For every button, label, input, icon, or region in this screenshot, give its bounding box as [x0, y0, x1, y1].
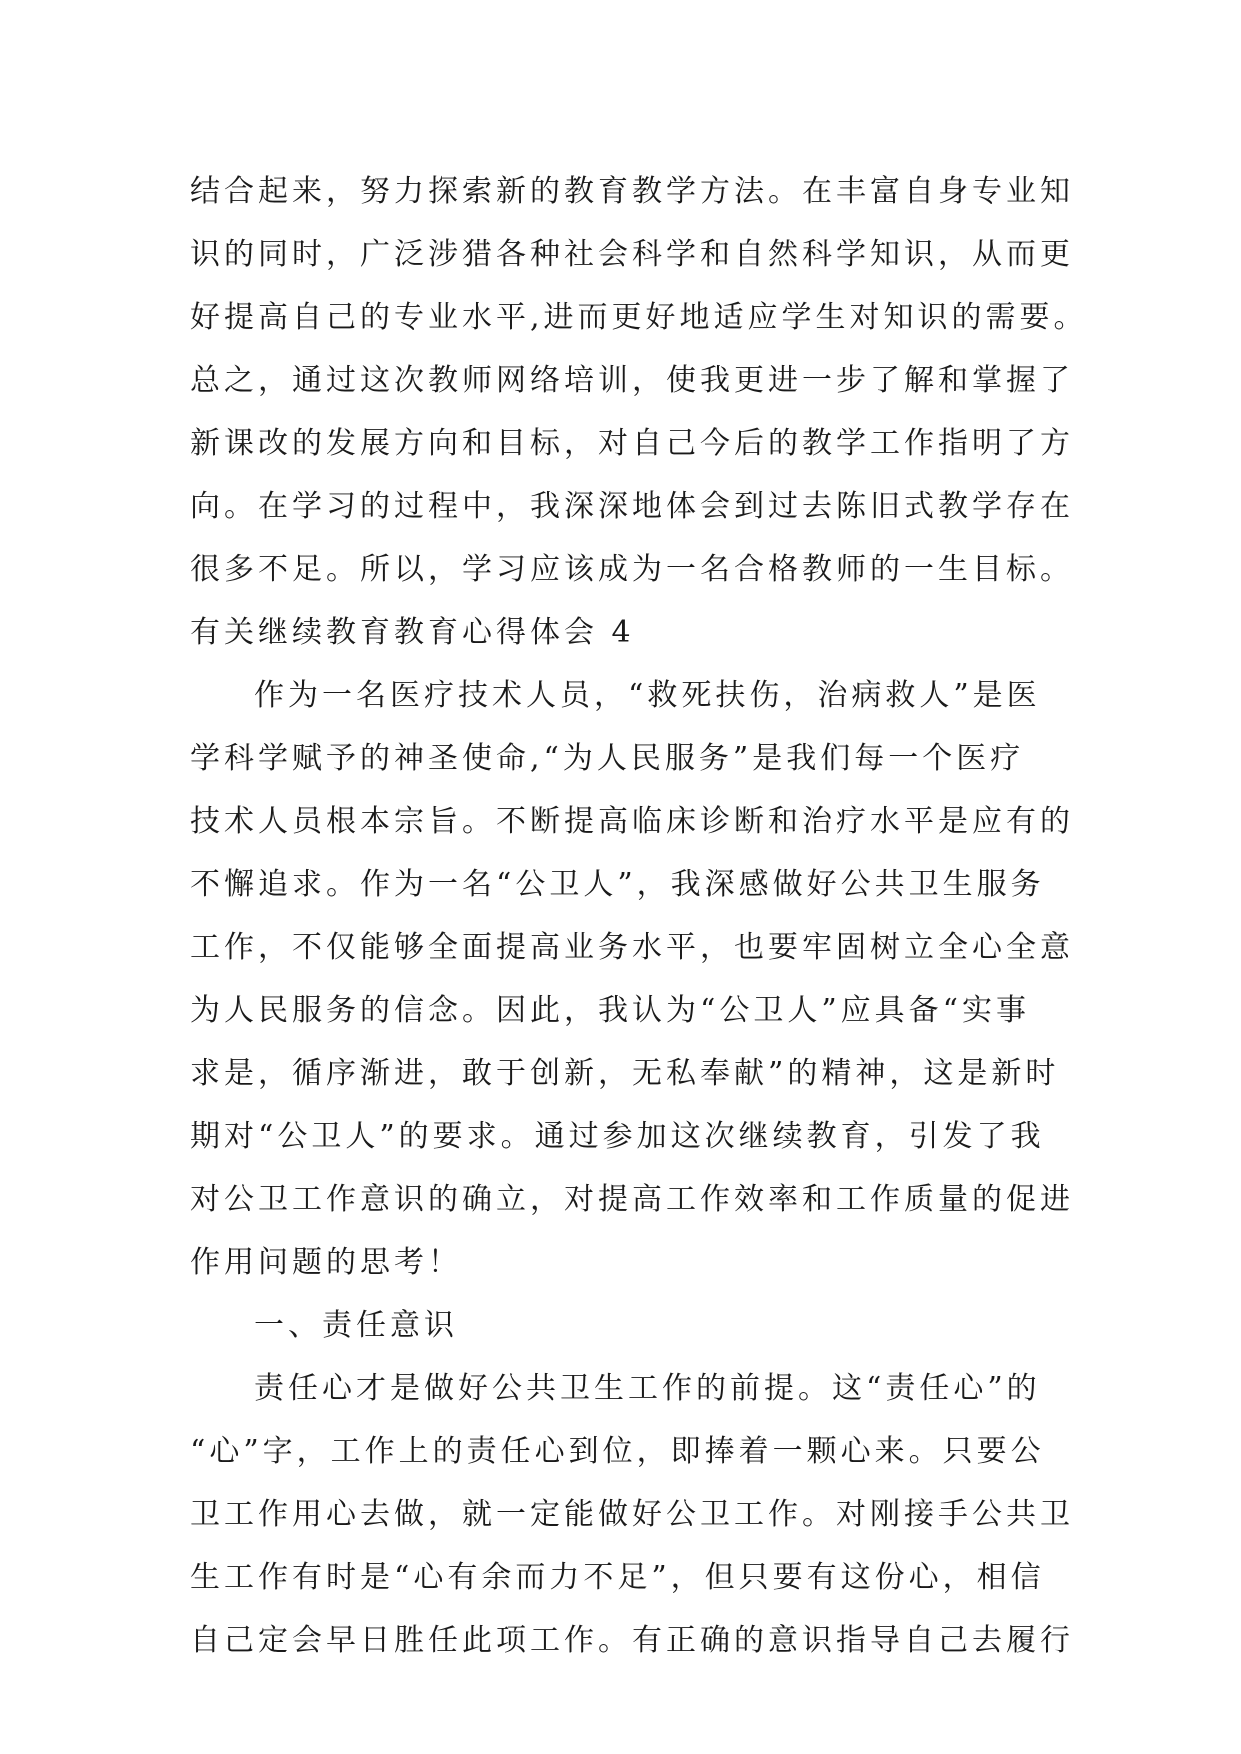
text-line: 结合起来，努力探索新的教育教学方法。在丰富自身专业知 — [190, 174, 1074, 209]
text-line: 求是，循序渐进，敢于创新，无私奉献”的精神，这是新时 — [190, 1056, 1060, 1091]
text-line: 很多不足。所以，学习应该成为一名合格教师的一生目标。 — [190, 552, 1074, 587]
text-line: 好提高自己的专业水平,进而更好地适应学生对知识的需要。 — [190, 300, 1088, 335]
text-line: 生工作有时是“心有余而力不足”，但只要有这份心，相信 — [190, 1560, 1045, 1595]
text-line: 自己定会早日胜任此项工作。有正确的意识指导自己去履行 — [190, 1623, 1074, 1658]
text-line: 作用问题的思考！ — [190, 1245, 462, 1280]
paragraph-first-line: 作为一名医疗技术人员，“救死扶伤，治病救人”是医 — [254, 678, 1041, 713]
text-line: 期对“公卫人”的要求。通过参加这次继续教育，引发了我 — [190, 1119, 1045, 1154]
text-line: 总之，通过这次教师网络培训，使我更进一步了解和掌握了 — [190, 363, 1074, 398]
text-line: 学科学赋予的神圣使命,“为人民服务”是我们每一个医疗 — [190, 741, 1025, 776]
text-line: “心”字，工作上的责任心到位，即捧着一颗心来。只要公 — [190, 1434, 1045, 1469]
text-line: 不懈追求。作为一名“公卫人”，我深感做好公共卫生服务 — [190, 867, 1045, 902]
text-line: 向。在学习的过程中，我深深地体会到过去陈旧式教学存在 — [190, 489, 1074, 524]
text-line: 工作，不仅能够全面提高业务水平，也要牢固树立全心全意 — [190, 930, 1074, 965]
subheading: 一、责任意识 — [254, 1308, 458, 1343]
text-line: 卫工作用心去做，就一定能做好公卫工作。对刚接手公共卫 — [190, 1497, 1074, 1532]
text-line: 为人民服务的信念。因此，我认为“公卫人”应具备“实事 — [190, 993, 1031, 1028]
paragraph-first-line: 责任心才是做好公共卫生工作的前提。这“责任心”的 — [254, 1371, 1041, 1406]
text-line: 识的同时，广泛涉猎各种社会科学和自然科学知识，从而更 — [190, 237, 1074, 272]
text-line: 技术人员根本宗旨。不断提高临床诊断和治疗水平是应有的 — [190, 804, 1074, 839]
text-line: 新课改的发展方向和目标，对自己今后的教学工作指明了方 — [190, 426, 1074, 461]
section-heading: 有关继续教育教育心得体会 4 — [190, 615, 635, 650]
document-body — [190, 160, 1088, 1672]
text-line: 对公卫工作意识的确立，对提高工作效率和工作质量的促进 — [190, 1182, 1074, 1217]
